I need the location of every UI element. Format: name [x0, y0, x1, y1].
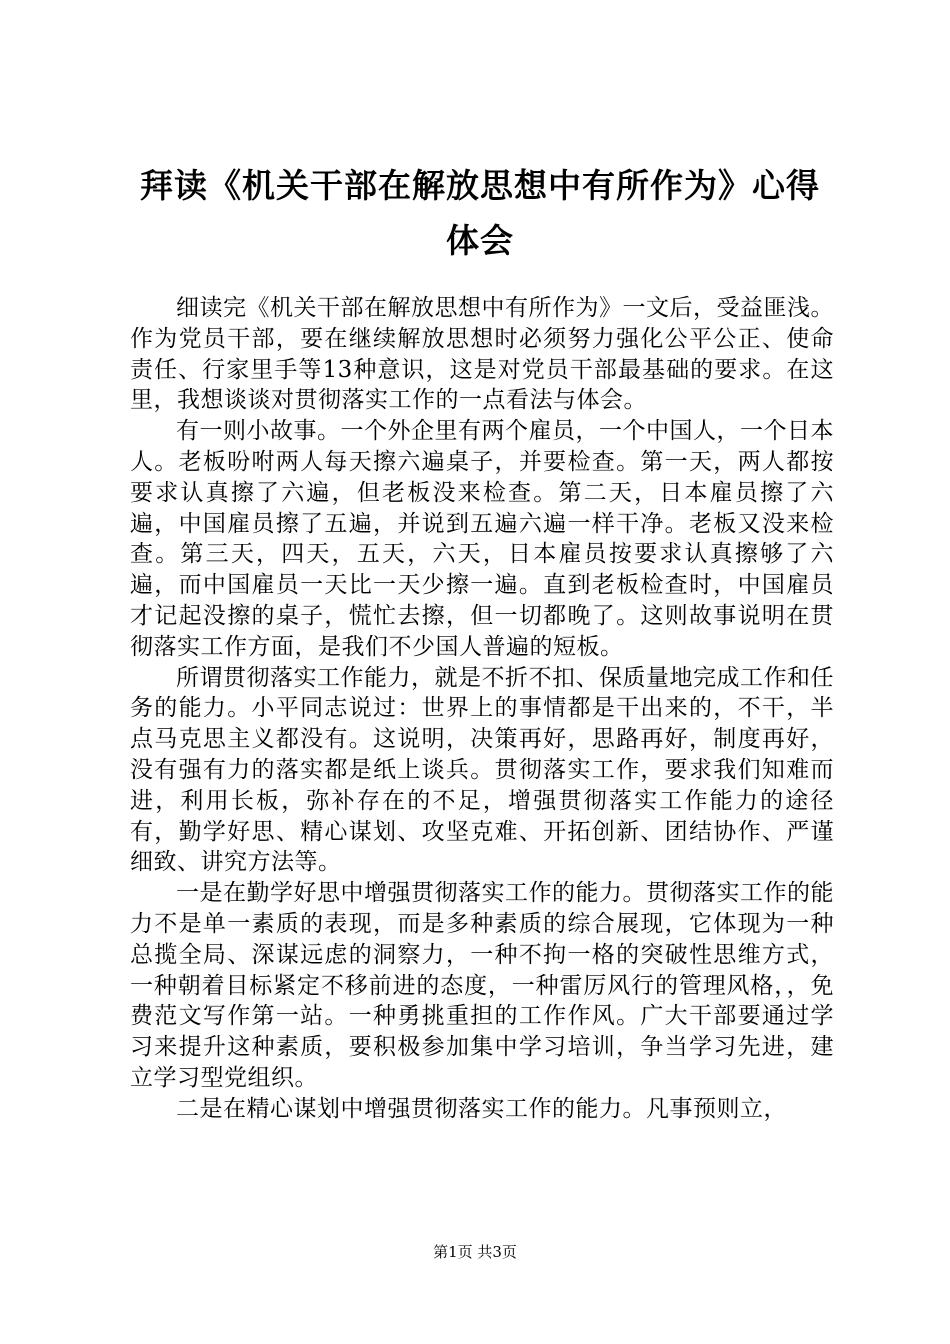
document-title: 拜读《机关干部在解放思想中有所作为》心得体会 [140, 166, 820, 260]
paragraph-1: 细读完《机关干部在解放思想中有所作为》一文后，受益匪浅。作为党员干部，要在继续解放思想时必须努力强化公平公正、使命责任、行家里手等13种意识，这是对党员干部最基础的要求。在这里，我想谈谈对贯彻落实工作的一点看法与体会。 [130, 295, 834, 414]
paragraph-5: 二是在精心谋划中增强贯彻落实工作的能力。凡事预则立， [176, 1095, 787, 1122]
page-number-footer: 第1页 共3页 [433, 1243, 517, 1261]
paragraph-4: 一是在勤学好思中增强贯彻落实工作的能力。贯彻落实工作的能力不是单一素质的表现，而是多种素质的综合展现，它体现为一种总揽全局、深谋远虑的洞察力，一种不拘一格的突破性思维方式，一种朝着目标紧定不移前进的态度，一种雷厉风行的管理风格，，免费范文写作第一站。一种勇挑重担的工作作风。广大干部要通过学习来提升这种素质，要积极参加集中学习培训，争当学习先进，建立学习型党组织。 [130, 880, 834, 1091]
document-body [130, 293, 834, 1125]
paragraph-3: 所谓贯彻落实工作能力，就是不折不扣、保质量地完成工作和任务的能力。小平同志说过：世界上的事情都是干出来的，不干，半点马克思主义都没有。这说明，决策再好，思路再好，制度再好，没有强有力的落实都是纸上谈兵。贯彻落实工作，要求我们知难而进，利用长板，弥补存在的不足，增强贯彻落实工作能力的途径有，勤学好思、精心谋划、攻坚克难、开拓创新、团结协作、严谨细致、讲究方法等。 [130, 664, 834, 876]
paragraph-2: 有一则小故事。一个外企里有两个雇员，一个中国人，一个日本人。老板吩咐两人每天擦六遍桌子，并要检查。第一天，两人都按要求认真擦了六遍，但老板没来检查。第二天，日本雇员擦了六遍，中国雇员擦了五遍，并说到五遍六遍一样干净。老板又没来检查。第三天，四天，五天，六天，日本雇员按要求认真擦够了六遍，而中国雇员一天比一天少擦一遍。直到老板检查时，中国雇员才记起没擦的桌子，慌忙去擦，但一切都晚了。这则故事说明在贯彻落实工作方面，是我们不少国人普遍的短板。 [130, 418, 834, 660]
